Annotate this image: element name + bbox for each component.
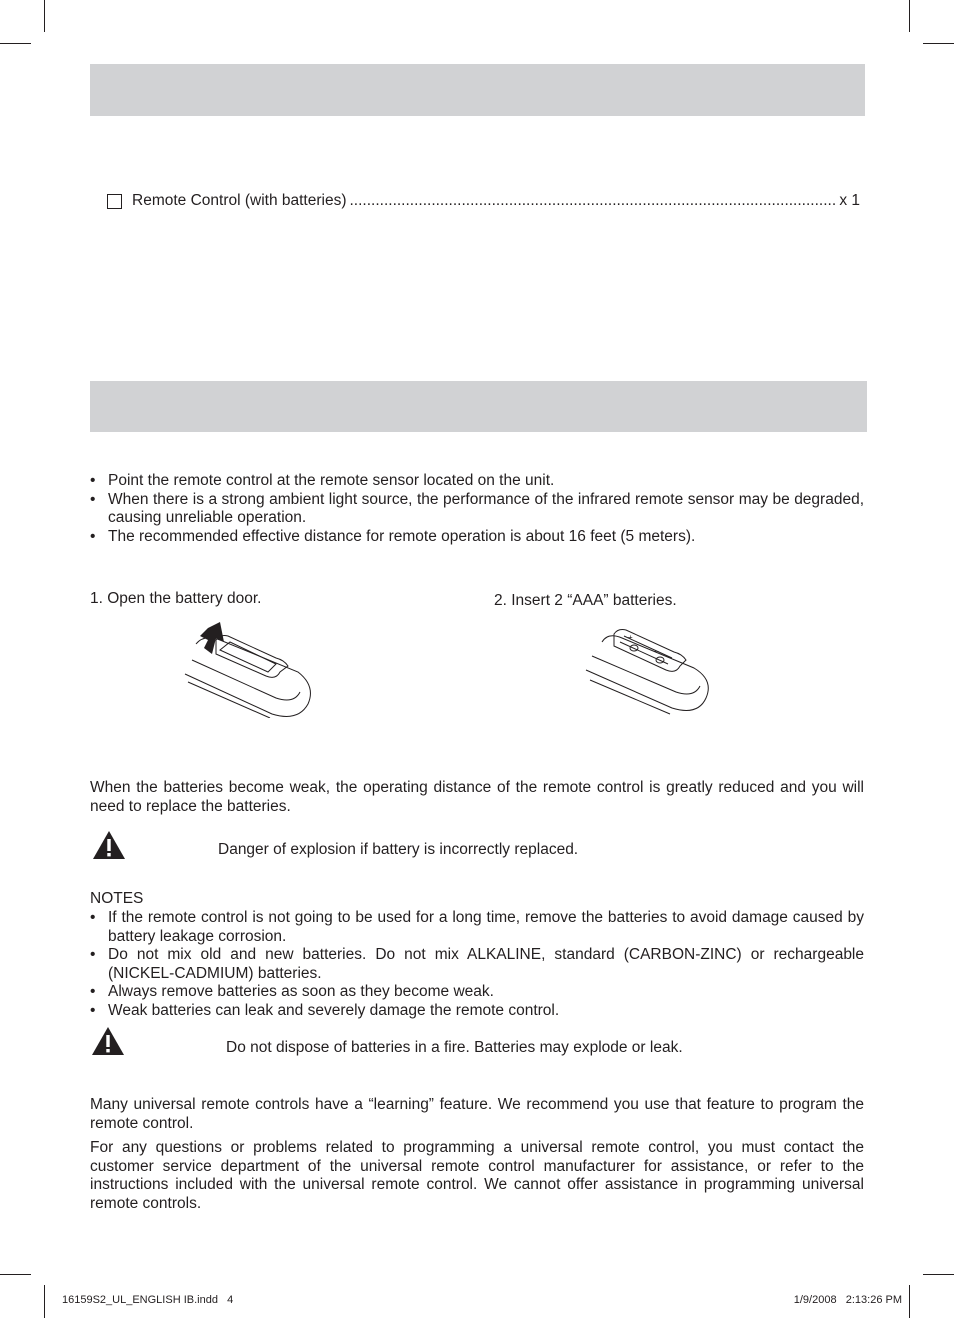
crop-mark-bottom-left-h [0,1274,31,1275]
step-1-label: 1. Open the battery door. [90,590,262,607]
notes-heading: NOTES [90,890,144,907]
leader-dots [350,192,837,211]
svg-text:+: + [628,633,633,642]
footer-timestamp: 1/9/2008 2:13:26 PM [793,1294,902,1306]
accessory-qty: x 1 [839,192,860,209]
accessory-checkbox[interactable] [107,194,122,209]
accessory-name: Remote Control (with batteries) [132,192,347,209]
list-item: • Point the remote control at the remote sensor located on the unit. [90,472,555,489]
crop-mark-top-left-v [44,0,45,32]
footer-file-name: 16159S2_UL_ENGLISH IB.indd 4 [62,1294,234,1306]
remote-open-door-illustration [180,618,320,718]
section-header-band-accessories [90,64,865,116]
list-item: • Weak batteries can leak and severely damage the remote control. [90,1001,560,1019]
crop-mark-top-right-h [923,43,954,44]
warning-triangle-icon [92,830,126,860]
warning-explosion-text: Danger of explosion if battery is incorrectly replaced. [218,841,579,858]
crop-mark-bottom-right-h [923,1274,954,1275]
warning-fire-text: Do not dispose of batteries in a fire. Batteries may explode or leak. [226,1039,683,1056]
remote-usage-list [90,472,864,546]
list-item: • When there is a strong ambient light source, the performance of the infrared remote sensor may be degraded, causing unreliable operation. [90,490,864,526]
crop-mark-bottom-left-v [44,1285,45,1318]
svg-text:−: − [654,647,659,656]
section-header-band-remote [90,381,867,432]
accessory-item [132,192,860,211]
list-item: • If the remote control is not going to be used for a long time, remove the batteries to avoid damage caused by battery leakage corrosion. [90,909,864,945]
notes-list [90,909,864,1020]
crop-mark-bottom-right-v [909,1285,910,1318]
crop-mark-top-left-h [0,43,31,44]
list-item: • Do not mix old and new batteries. Do not mix ALKALINE, standard (CARBON-ZINC) or rechargeable (NICKEL-CADMIUM) batteries. [90,946,864,982]
list-item: • The recommended effective distance for remote operation is about 16 feet (5 meters). [90,527,696,545]
universal-remote-paragraph-2: For any questions or problems related to programming a universal remote control, you must contact the customer service department of the universal remote control manufacturer for assistance, or refer to the instructions included with the universal remote control. We cannot offer assistance in programming universal remote controls. [90,1139,864,1212]
warning-triangle-icon [91,1026,125,1056]
battery-replace-paragraph: When the batteries become weak, the operating distance of the remote control is greatly reduced and you will need to replace the batteries. [90,779,864,815]
universal-remote-paragraph-1: Many universal remote controls have a “learning” feature. We recommend you use that feature to program the remote control. [90,1096,864,1132]
remote-insert-batteries-illustration [582,620,718,716]
crop-mark-top-right-v [909,0,910,32]
list-item: • Always remove batteries as soon as they become weak. [90,983,494,1000]
step-2-label: 2. Insert 2 “AAA” batteries. [494,592,677,609]
